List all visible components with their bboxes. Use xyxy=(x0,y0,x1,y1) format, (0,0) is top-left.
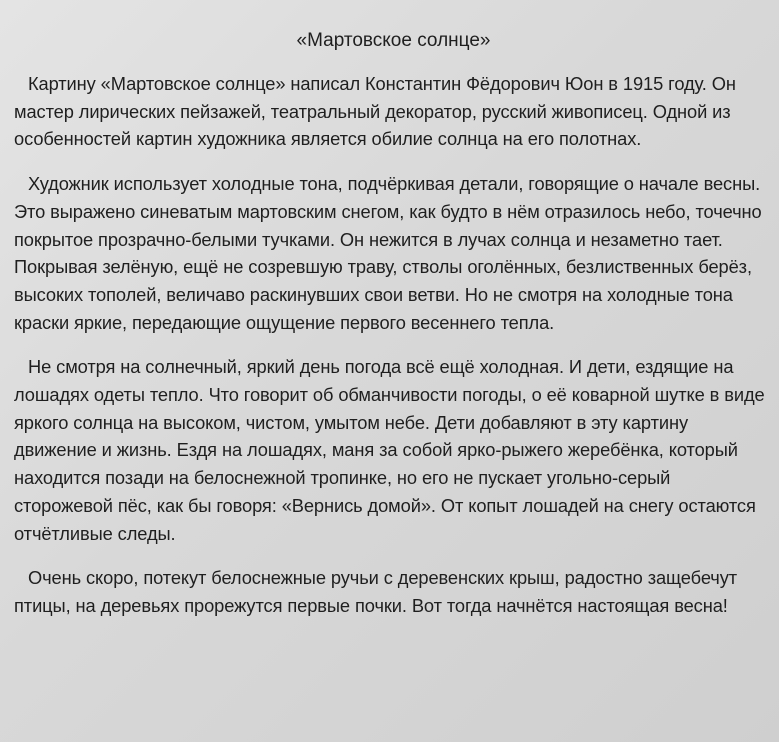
paragraph-2: Художник использует холодные тона, подчёркивая детали, говорящие о начале весны. Это выражено синеватым мартовским снегом, как будто в нём отразилось небо, точечно покрытое прозрачно-белыми тучками. Он нежится в лучах солнца и незаметно тает. Покрывая зелёную, ещё не созревшую траву, стволы оголённых, безлиственных берёз, высоких тополей, величаво раскинувших свои ветви. Но не смотря на холодные тона краски яркие, передающие ощущение первого весеннего тепла. xyxy=(14,173,762,333)
paragraph-3: Не смотря на солнечный, яркий день погода всё ещё холодная. И дети, ездящие на лошадях одеты тепло. Что говорит об обманчивости погоды, о её коварной шутке в виде яркого солнца на высоком, чистом, умытом небе. Дети добавляют в эту картину движение и жизнь. Ездя на лошадях, маня за собой ярко-рыжего жеребёнка, который находится позади на белоснежной тропинке, но его не пускает угольно-серый сторожевой пёс, как бы говоря: «Вернись домой». От копыт лошадей на снегу остаются отчётливые следы. xyxy=(14,356,765,544)
paragraph-4: Очень скоро, потекут белоснежные ручьи с деревенских крыш, радостно защебечут птицы, на деревьях прорежутся первые почки. Вот тогда начнётся настоящая весна! xyxy=(14,567,738,616)
document-title: «Мартовское солнце» xyxy=(296,30,491,51)
paragraph-1: Картину «Мартовское солнце» написал Константин Фёдорович Юон в 1915 году. Он мастер лирических пейзажей, театральный декоратор, русский живописец. Одной из особенностей картин художника является обилие солнца на его полотнах. xyxy=(14,73,736,150)
